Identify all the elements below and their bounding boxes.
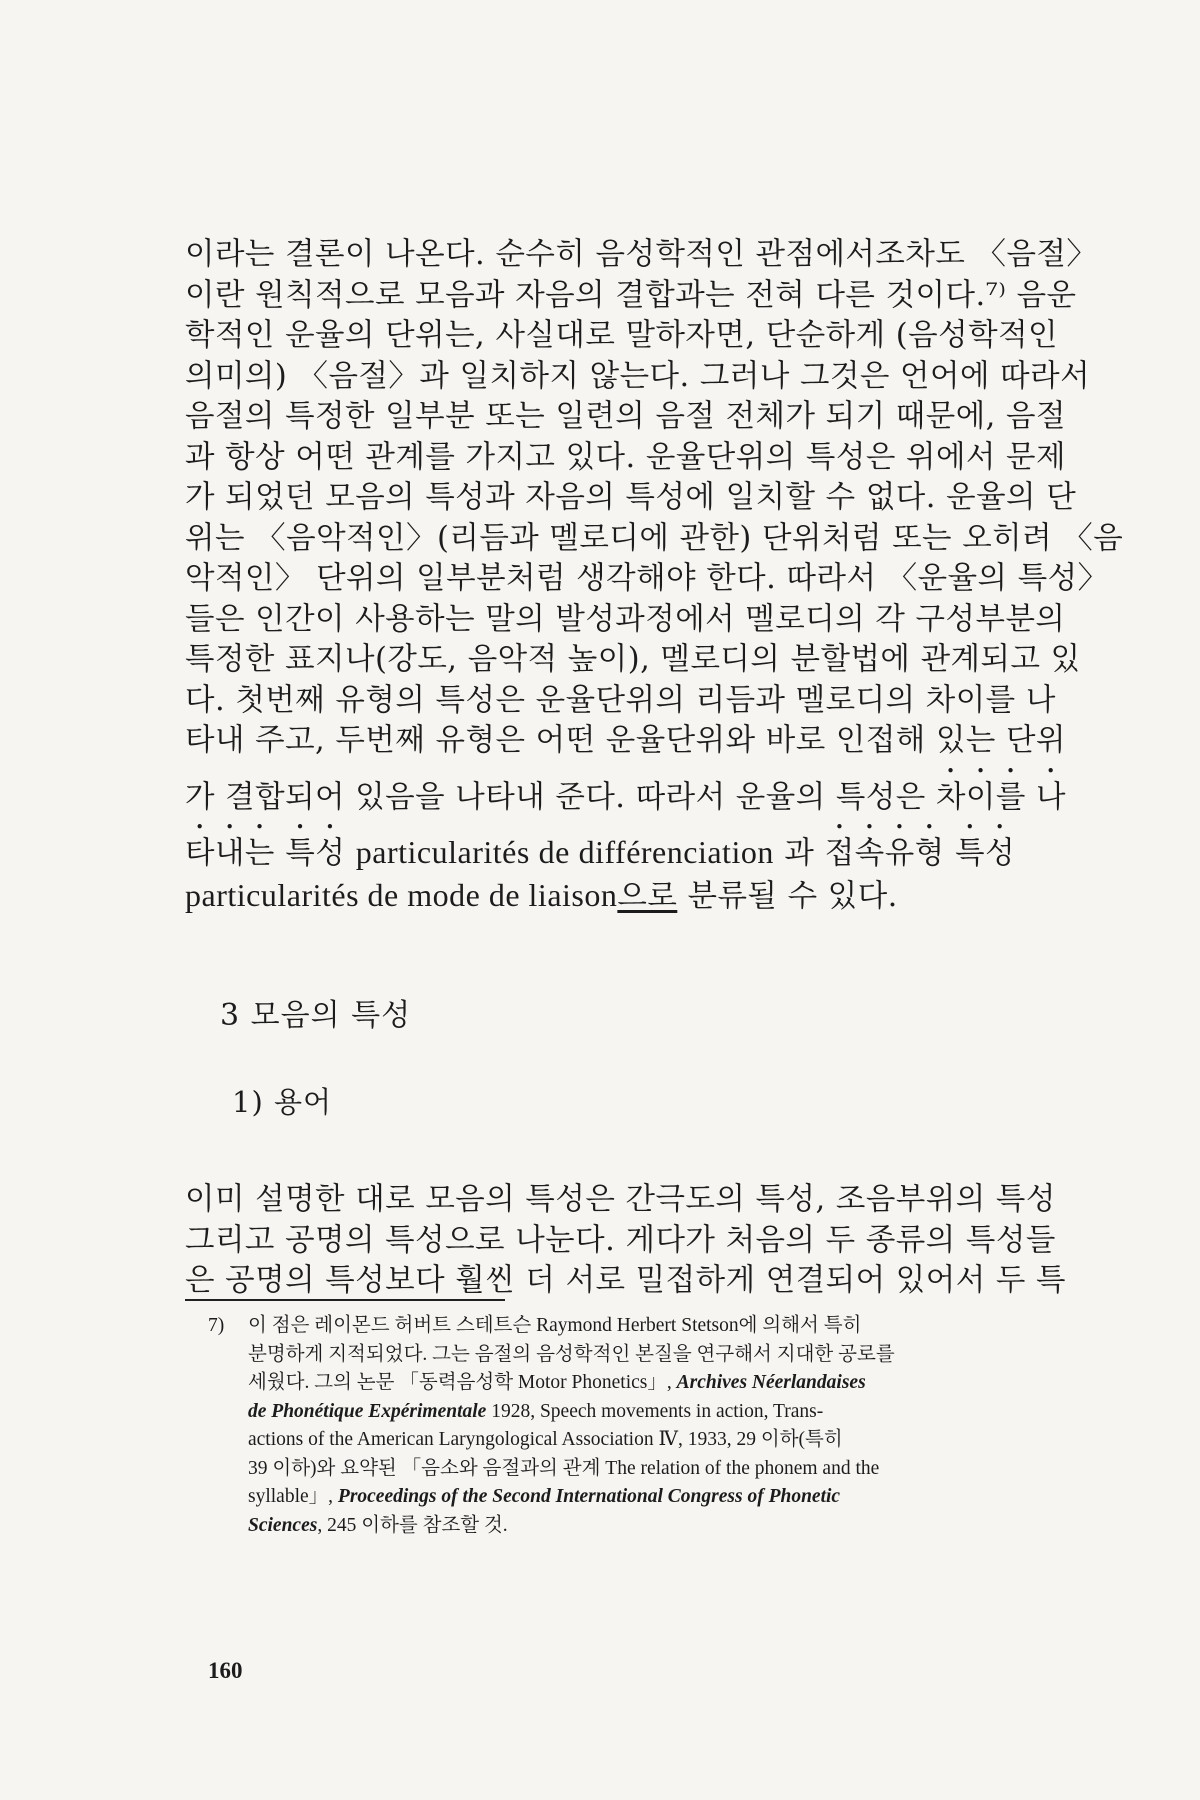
footnote-line: 39 이하)와 요약된 「음소와 음절과의 관계 The relation of the phonem and the (248, 1457, 880, 1479)
french-term: particularités de mode de liaison (185, 876, 618, 913)
text-line: 은 공명의 특성보다 훨씬 더 서로 밀접하게 연결되어 있어서 두 특 (185, 1263, 1066, 1298)
footnote-divider (185, 1299, 505, 1301)
text-line (185, 875, 1015, 918)
text-line: 이라는 결론이 나온다. 순수히 음성학적인 관점에서조차도 〈음절〉 (185, 237, 1098, 272)
footnote-text: 이 점은 레이몬드 허버트 스테트슨 Raymond Herbert Stetson에 의해서 특히 (248, 1315, 862, 1336)
journal-title: de Phonétique Expérimentale (248, 1400, 487, 1422)
text-line: 위는 〈음악적인〉(리듬과 멜로디에 관한) 단위처럼 또는 오히려 〈음 (185, 520, 1124, 556)
footnote-text: syllable」, (248, 1486, 334, 1507)
text-line: 그리고 공명의 특성으로 나눈다. 게다가 처음의 두 종류의 특성들 (185, 1222, 1056, 1258)
text-line: 학적인 운율의 단위는, 사실대로 말하자면, 단순하게 (음성학적인 (185, 318, 1058, 353)
footnote (208, 1312, 1018, 1540)
text-segment: 가 결합되어 있음을 나타내 준다. 따라서 운율의 특성은 (185, 779, 926, 815)
section-heading: 3 모음의 특성 (220, 998, 412, 1033)
text-line (185, 818, 1015, 875)
footnote-line (208, 1312, 1018, 1341)
emphasized-text: 접속유형 특성 (824, 836, 1016, 871)
footnote-line: actions of the American Laryngological Association Ⅳ, 1933, 29 이하(특히 (248, 1429, 843, 1450)
text-line: 의미의) 〈음절〉과 일치하지 않는다. 그러나 그것은 언어에 따라서 (185, 358, 1091, 394)
proceedings-title: Proceedings of the Second International Congress of Phonetic (337, 1486, 841, 1507)
text-line (185, 762, 1066, 819)
text-line: 타내 주고, 두번째 유형은 어떤 운율단위와 바로 인접해 있는 단위 (185, 723, 1066, 758)
proceedings-title: Sciences (248, 1514, 318, 1536)
footnote-text: , 245 이하를 참조할 것. (317, 1514, 508, 1536)
french-term: particularités de différenciation (355, 834, 774, 870)
emphasized-text: 차이를 나 (935, 779, 1066, 815)
footnote-number: 7) (208, 1315, 225, 1336)
footnote-line (208, 1398, 1018, 1427)
footnote-text: 1928, Speech movements in action, Trans- (486, 1400, 824, 1422)
text-line: 악적인〉 단위의 일부분처럼 생각해야 한다. 따라서 〈운율의 특성〉 (185, 561, 1109, 596)
text-line: 이미 설명한 대로 모음의 특성은 간극도의 특성, 조음부위의 특성 (185, 1182, 1056, 1217)
journal-title: Archives Néerlandaises (676, 1372, 866, 1393)
text-segment: 과 (784, 836, 815, 871)
paragraph-2 (185, 1180, 1066, 1302)
footnote-line (208, 1483, 1018, 1512)
text-line: 과 항상 어떤 관계를 가지고 있다. 운율단위의 특성은 위에서 문제 (185, 439, 1066, 475)
footnote-line (208, 1369, 1018, 1398)
footnote-text: 세웠다. 그의 논문 「동력음성학 Motor Phonetics」, (248, 1372, 672, 1393)
underlined-text: 으로 (617, 878, 678, 914)
emphasized-text: 타내는 특성 (185, 836, 346, 871)
text-line: 가 되었던 모음의 특성과 자음의 특성에 일치할 수 없다. 운율의 단 (185, 480, 1077, 515)
text-segment: 분류될 수 있다. (687, 878, 898, 914)
text-line: 이란 원칙적으로 모음과 자음의 결합과는 전혀 다른 것이다.⁷⁾ 음운 (185, 277, 1077, 313)
sub-heading: 1) 용어 (232, 1085, 333, 1119)
footnote-line: 분명하게 지적되었다. 그는 음절의 음성학적인 본질을 연구해서 지대한 공로를 (248, 1343, 895, 1365)
text-line: 음절의 특정한 일부분 또는 일련의 음절 전체가 되기 때문에, 음절 (185, 399, 1066, 434)
paragraph-1 (185, 235, 1124, 917)
text-line: 들은 인간이 사용하는 말의 발성과정에서 멜로디의 각 구성부분의 (185, 601, 1066, 637)
footnote-line (208, 1512, 1018, 1541)
text-line: 특정한 표지나(강도, 음악적 높이), 멜로디의 분할법에 관계되고 있 (185, 642, 1081, 677)
text-line: 다. 첫번째 유형의 특성은 운율단위의 리듬과 멜로디의 차이를 나 (185, 682, 1056, 718)
page-number: 160 (208, 1658, 243, 1683)
